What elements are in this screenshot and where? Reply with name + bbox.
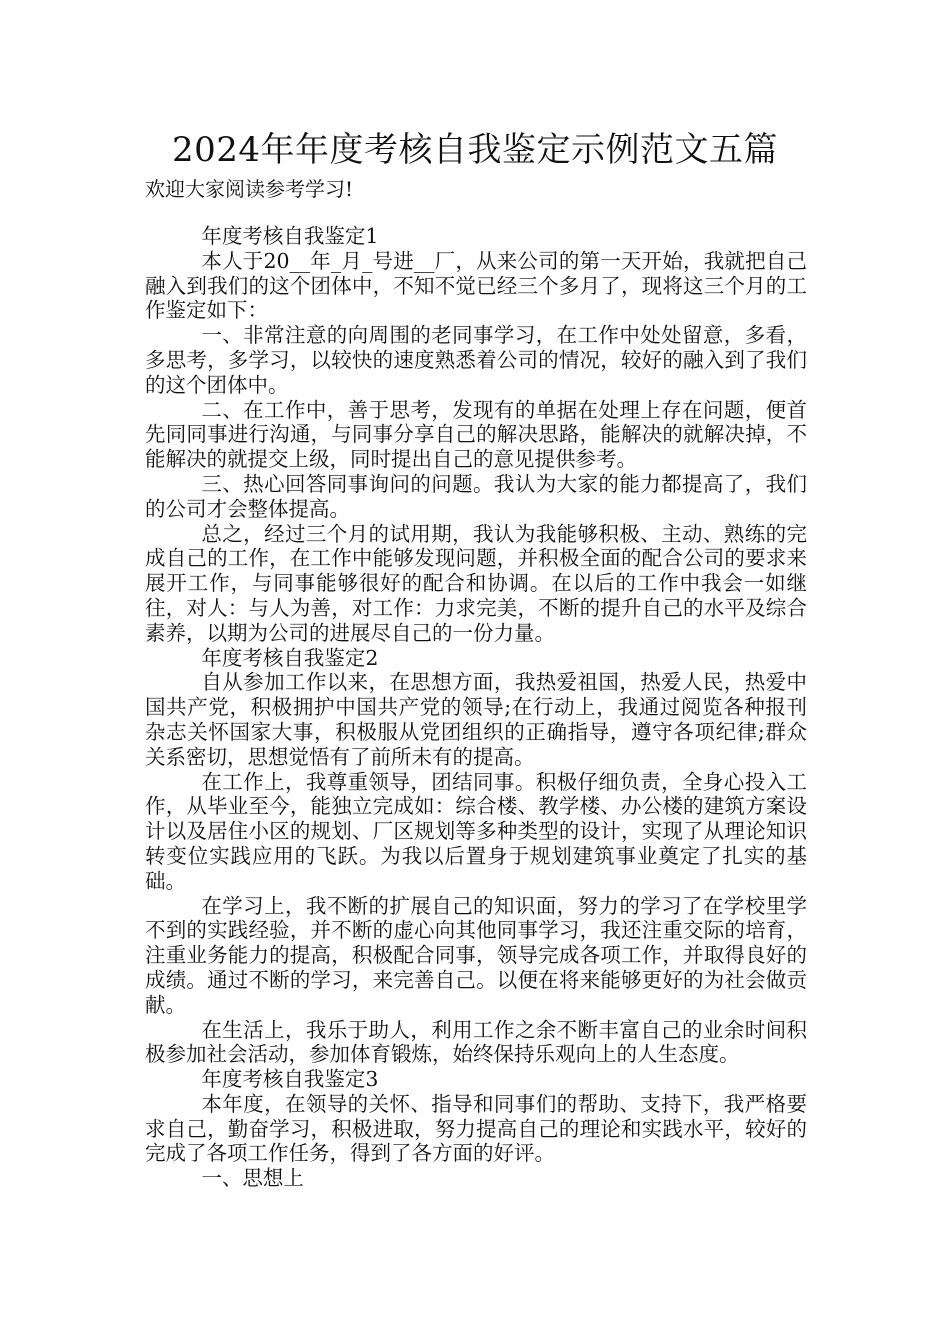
section-heading: 年度考核自我鉴定3 [201,1067,379,1092]
document-subtitle: 欢迎大家阅读参考学习! [145,177,354,201]
body-paragraph: 在学习上，我不断的扩展自己的知识面，努力的学习了在学校里学不到的实践经验，并不断的虚心向其他同事学习，我还注重交际的培育，注重业务能力的提高，积极配合同事，领导完成各项工作，并取得良好的成绩。通过不断的学习，来完善自己。以便在将来能够更好的为社会做贡献。 [145,893,807,1017]
body-paragraph: 二、在工作中，善于思考，发现有的单据在处理上存在问题，便首先同同事进行沟通，与同事分享自己的解决思路，能解决的就解决掉，不能解决的就提交上级，同时提出自己的意见提供参考。 [145,397,807,472]
document-body [145,224,807,1191]
body-paragraph: 自从参加工作以来，在思想方面，我热爱祖国，热爱人民，热爱中国共产党，积极拥护中国共产党的领导;在行动上，我通过阅览各种报刊杂志关怀国家大事，积极服从党团组织的正确指导，遵守各项纪律;群众关系密切，思想觉悟有了前所未有的提高。 [145,670,807,769]
section-heading: 一、思想上 [201,1166,304,1191]
body-paragraph: 本年度，在领导的关怀、指导和同事们的帮助、支持下，我严格要求自己，勤奋学习，积极进取，努力提高自己的理论和实践水平，较好的完成了各项工作任务，得到了各方面的好评。 [145,1091,807,1166]
body-paragraph: 三、热心回答同事询问的问题。我认为大家的能力都提高了，我们的公司才会整体提高。 [145,471,807,521]
body-paragraph: 一、非常注意的向周围的老同事学习，在工作中处处留意，多看，多思考，多学习，以较快的速度熟悉着公司的情况，较好的融入到了我们的这个团体中。 [145,323,807,397]
body-paragraph: 本人于20__年_月_号进__厂，从来公司的第一天开始，我就把自己融入到我们的这个团体中，不知不觉已经三个多月了，现将这三个月的工作鉴定如下： [145,248,807,323]
body-paragraph: 在生活上，我乐于助人，利用工作之余不断丰富自己的业余时间积极参加社会活动，参加体育锻炼，始终保持乐观向上的人生态度。 [145,1017,807,1067]
section-heading: 年度考核自我鉴定2 [201,645,379,670]
section-heading: 年度考核自我鉴定1 [201,224,379,248]
body-paragraph: 在工作上，我尊重领导，团结同事。积极仔细负责，全身心投入工作，从毕业至今，能独立完成如：综合楼、教学楼、办公楼的建筑方案设计以及居住小区的规划、厂区规划等多种类型的设计，实现了从理论知识转变位实践应用的飞跃。为我以后置身于规划建筑事业奠定了扎实的基础。 [145,769,807,893]
body-paragraph: 总之，经过三个月的试用期，我认为我能够积极、主动、熟练的完成自己的工作，在工作中能够发现问题，并积极全面的配合公司的要求来展开工作，与同事能够很好的配合和协调。在以后的工作中我会一如继往，对人：与人为善，对工作：力求完美，不断的提升自己的水平及综合素养，以期为公司的进展尽自己的一份力量。 [145,521,807,645]
document-title: 2024年年度考核自我鉴定示例范文五篇 [171,130,779,170]
